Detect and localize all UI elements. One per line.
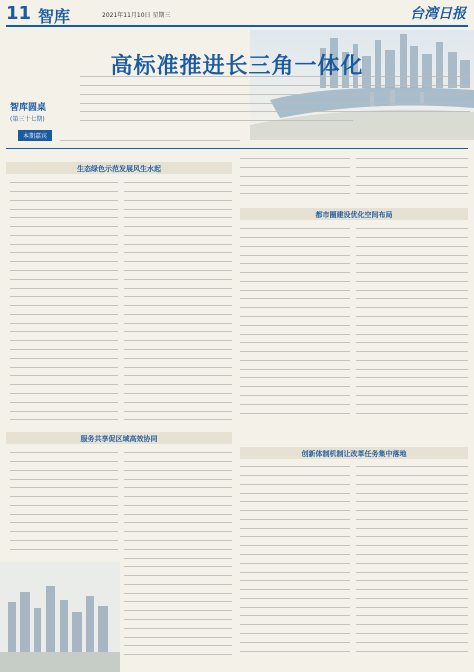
section-name: 智库	[38, 7, 71, 26]
date-line: 2021年11月10日 星期三	[102, 12, 171, 19]
intro-text	[80, 74, 470, 127]
subhead-3: 服务共享促区域高效协同	[80, 435, 158, 443]
article-column	[356, 156, 468, 204]
article-column	[356, 226, 468, 420]
page-number: 11	[6, 3, 32, 24]
column-issue: (第三十七期)	[10, 116, 45, 123]
subhead-1: 生态绿色示范发展风生水起	[77, 165, 161, 173]
article-column	[356, 464, 468, 664]
city-photo-bottom	[0, 562, 120, 672]
article-column	[10, 180, 118, 420]
article-column	[240, 156, 350, 204]
article-column	[124, 450, 232, 666]
page-headline: 高标准推进长三角一体化	[110, 54, 364, 79]
subhead-2: 都市圈建设优化空间布局	[315, 211, 393, 219]
guest-tag: 本期嘉宾	[18, 130, 52, 141]
paper-name-logo: 台湾日报	[410, 6, 466, 22]
subhead-4: 创新体制机制让改革任务集中落地	[301, 450, 407, 458]
article-column	[124, 180, 232, 420]
guest-list	[60, 138, 360, 147]
column-label	[10, 100, 72, 123]
divider	[6, 148, 468, 149]
article-column	[240, 226, 350, 420]
article-column	[240, 464, 350, 664]
masthead	[6, 3, 468, 27]
column-name: 智库圆桌	[10, 103, 47, 113]
article-column	[10, 450, 118, 560]
